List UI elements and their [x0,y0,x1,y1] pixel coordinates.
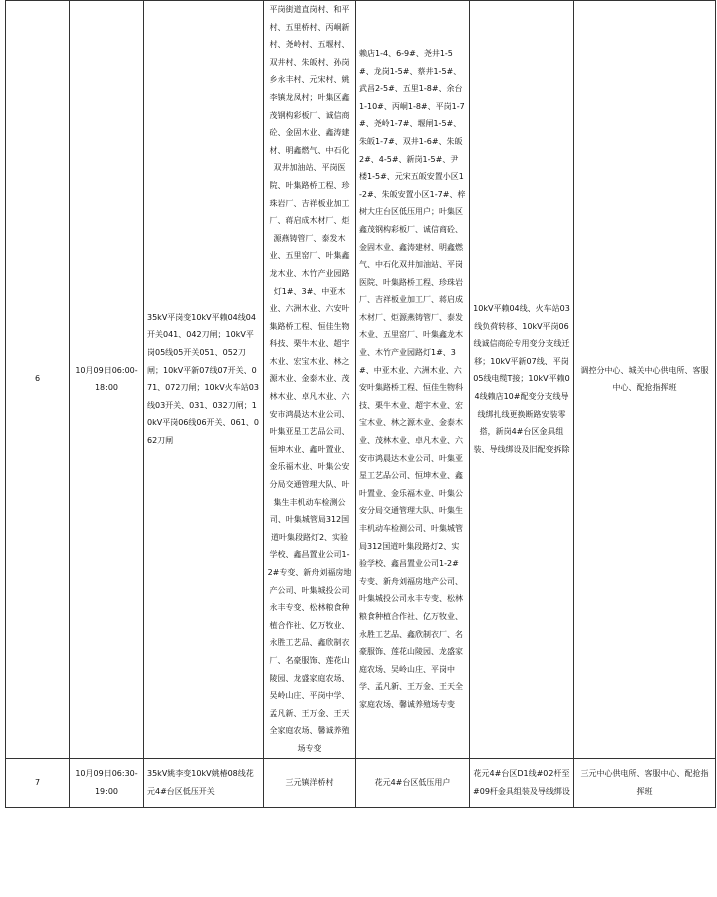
row-index: 6 [6,1,70,759]
affected-transformers: 花元4#台区低压用户 [356,758,470,807]
affected-villages: 平岗街道直岗村、和平村、五里桥村、丙峒新村、尧岭村、五堰村、双井村、朱皈村、孙岗乡永丰村、元宋村、姚李镇龙凤村；叶集区鑫茂钢构彩板厂、诚信商砼、金固木业、鑫涛建材、明鑫燃气、中石化双井加油站、平岗医院、叶集路桥工程、珍珠岩厂、吉祥板业加工厂、蒋启成木材厂、炬源燕铸管厂、泰发木业、五里窑厂、叶集鑫龙木业、木竹产业园路灯1#、3#、中亚木业、六洲木业、六安叶集路桥工程、恒佳生物科技、栗牛木业、超宇木业、宏宝木业、林之源木业、金泰木业、茂林木业、卓凡木业、六安市鸿晨达木业公司、叶集亚星工艺品公司、恒坤木业、鑫叶置业、金乐福木业、叶集公安分局交通管理大队、叶集生丰机动车检测公司、叶集城管局312国道叶集段路灯2、实验学校、鑫昌置业公司1-2#专变、新舟刘福房地产公司、叶集城投公司永丰专变、松林粮食种植合作社、亿万牧业、永胜工艺品、鑫欣制衣厂、名豪服饰、莲花山陵园、龙盛家庭农场、吴岭山庄、平岗中学、孟凡新、王万金、王天全家庭农场、馨诚养殖场专变 [264,1,356,759]
affected-transformers: 赖店1-4、6-9#、尧井1-5#、龙岗1-5#、蔡井1-5#、武昌2-5#、五里1-8#、余台1-10#、丙峒1-8#、平岗1-7#、尧岭1-7#、堰闸1-5#、朱皈1-7#、双井1-6#、朱皈2#、4-5#、新岗1-5#、尹楼1-5#、元宋五皈安置小区1-2#、朱皈安置小区1-7#、梓树大庄台区低压用户；叶集区鑫茂钢构彩板厂、诚信商砼、金固木业、鑫涛建材、明鑫燃气、中石化双井加油站、平岗医院、叶集路桥工程、珍珠岩厂、吉祥板业加工厂、蒋启成木材厂、炬源燕铸管厂、泰发木业、五里窑厂、叶集鑫龙木业、木竹产业园路灯1#、3#、中亚木业、六洲木业、六安叶集路桥工程、恒佳生物科技、栗牛木业、超宇木业、宏宝木业、林之源木业、金泰木业、茂林木业、卓凡木业、六安市鸿晨达木业公司、叶集亚星工艺品公司、恒坤木业、鑫叶置业、金乐福木业、叶集公安分局交通管理大队、叶集生丰机动车检测公司、叶集城管局312国道叶集段路灯2、实验学校、鑫昌置业公司1-2#专变、新舟刘福房地产公司、叶集城投公司永丰专变、松林粮食种植合作社、亿万牧业、永胜工艺品、鑫欣制衣厂、名豪服饰、莲花山陵园、龙盛家庭农场、吴岭山庄、平岗中学、孟凡新、王万金、王天全家庭农场、馨诚养殖场专变 [356,1,470,759]
work-content: 花元4#台区D1线#02杆至#09杆金具组装及导线绑设 [470,758,574,807]
outage-table [5,0,716,808]
row-index: 7 [6,758,70,807]
table-row [6,1,716,759]
affected-villages: 三元镇洋桥村 [264,758,356,807]
table-row [6,758,716,807]
responsible-units: 三元中心供电所、客服中心、配抢指挥班 [574,758,716,807]
outage-devices: 35kV姚李变10kV姚椿08线花元4#台区低压开关 [144,758,264,807]
responsible-units: 调控分中心、城关中心供电所、客服中心、配抢指挥班 [574,1,716,759]
work-content: 10kV平赖04线、火车站03线负荷转移、10kV平岗06线诚信商砼专用变分支线迁移；10kV平新07线、平岗05线电缆T接；10kV平赖04线赖店10#配变分支线导线绑扎线更换断路安装零搭，新岗4#台区金具组装、导线绑设及旧配变拆除 [470,1,574,759]
outage-devices: 35kV平岗变10kV平赖04线04开关041、042刀闸；10kV平岗05线05开关051、052刀闸；10kV平新07线07开关、071、072刀闸；10kV火车站03线03开关、031、032刀闸；10kV平岗06线06开关、061、062刀闸 [144,1,264,759]
outage-time: 10月09日06:30-19:00 [70,758,144,807]
outage-time: 10月09日06:00-18:00 [70,1,144,759]
